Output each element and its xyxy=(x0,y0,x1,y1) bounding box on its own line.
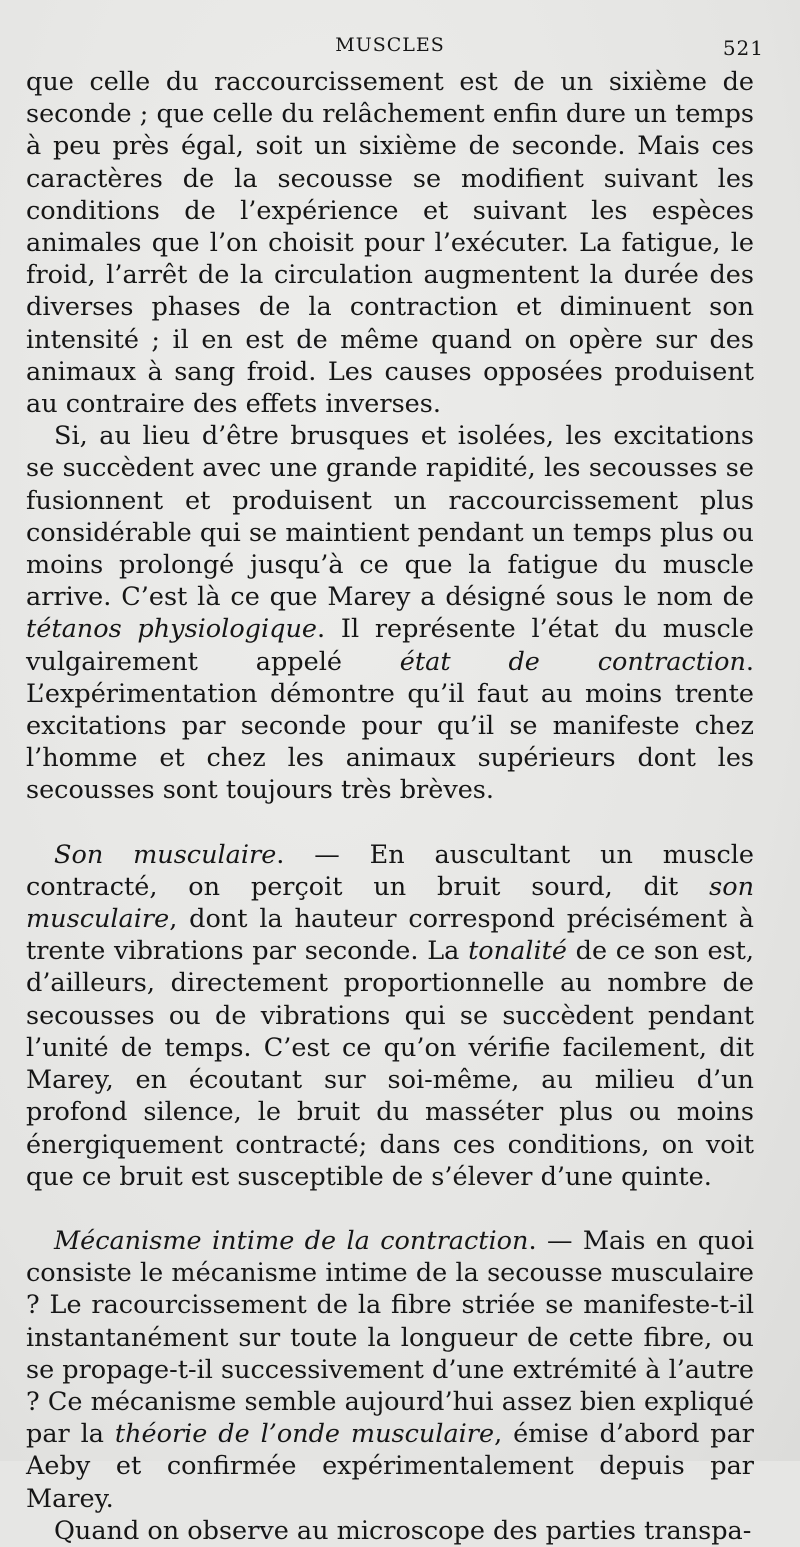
text-run: . Il représente l’état du muscle vulgairement appelé xyxy=(26,614,755,677)
text-run: , émise d’abord par Aeby et confirmée expérimentalement depuis par Marey. xyxy=(26,1419,754,1514)
italic-term: état de contraction xyxy=(399,646,746,677)
paragraph xyxy=(26,1225,754,1515)
paragraph-gap xyxy=(26,1193,754,1225)
text-run: . — Mais en quoi consiste le mécanisme intime de la secousse musculaire ? Le racourcissement de la fibre striée se manifeste-t-il instantanément sur toute la longueur de cette fibre, ou se propage-t-il successivement d’une extrémité à l’autre ? Ce mécanisme semble aujourd’hui assez bien expliqué par la xyxy=(26,1225,754,1450)
text-run: de ce son est, d’ailleurs, directement proportionnelle au nombre de secousses ou de vibrations qui se succèdent pendant l’unité de temps. C’est ce qu’on vérifie facilement, dit Marey, en écoutant sur soi-même, au milieu d’un profond silence, le bruit du masséter plus ou moins énergiquement contracté; dans ces conditions, on voit que ce bruit est susceptible de s’élever d’une quinte. xyxy=(26,936,755,1192)
italic-term: Son musculaire xyxy=(54,839,277,870)
italic-term: Mécanisme intime de la contraction xyxy=(54,1225,529,1256)
italic-term: théorie de l’onde musculaire xyxy=(114,1419,495,1450)
paragraph xyxy=(26,839,754,1193)
text-run: que celle du raccourcissement est de un sixième de seconde ; que celle du relâchement enfin dure un temps à peu près égal, soit un sixième de seconde. Mais ces caractères de la secousse se modifient suivant les conditions de l’expérience et suivant les espèces animales que l’on choisit pour l’exécuter. La fatigue, le froid, l’arrêt de la circulation augmentent la durée des diverses phases de la contraction et diminuent son intensité ; il en est de même quand on opère sur des animaux à sang froid. Les causes opposées produisent au contraire des effets inverses. xyxy=(26,67,754,420)
page-body xyxy=(26,66,754,1547)
text-run: Quand on observe au microscope des parties transpa- xyxy=(54,1515,752,1546)
running-header xyxy=(26,30,764,66)
paragraph xyxy=(26,66,754,420)
page-number: 521 xyxy=(722,36,764,60)
italic-term: tonalité xyxy=(468,936,567,967)
text-run: , dont la hauteur correspond précisément à trente vibrations par seconde. La xyxy=(26,904,754,967)
italic-term: son musculaire xyxy=(26,871,754,935)
text-run: Si, au lieu d’être brusques et isolées, les excitations se succèdent avec une grande rapidité, les secousses se fusionnent et produisent un raccourcissement plus considérable qui se maintient pendant un temps plus ou moins prolongé jusqu’à ce que la fatigue du muscle arrive. C’est là ce que Marey a désigné sous le nom de xyxy=(26,421,754,613)
italic-term: tétanos physiologique xyxy=(26,614,317,645)
paragraph-gap xyxy=(26,807,754,839)
paragraph xyxy=(26,1515,754,1547)
text-run: . L’expérimentation démontre qu’il faut au moins trente excitations par seconde pour qu’il se manifeste chez l’homme et chez les animaux supérieurs dont les secousses sont toujours très brèves. xyxy=(26,646,754,806)
running-title: MUSCLES xyxy=(335,34,445,56)
paragraph xyxy=(26,420,754,806)
text-run: . — En auscultant un muscle contracté, on perçoit un bruit sourd, dit xyxy=(26,839,754,902)
